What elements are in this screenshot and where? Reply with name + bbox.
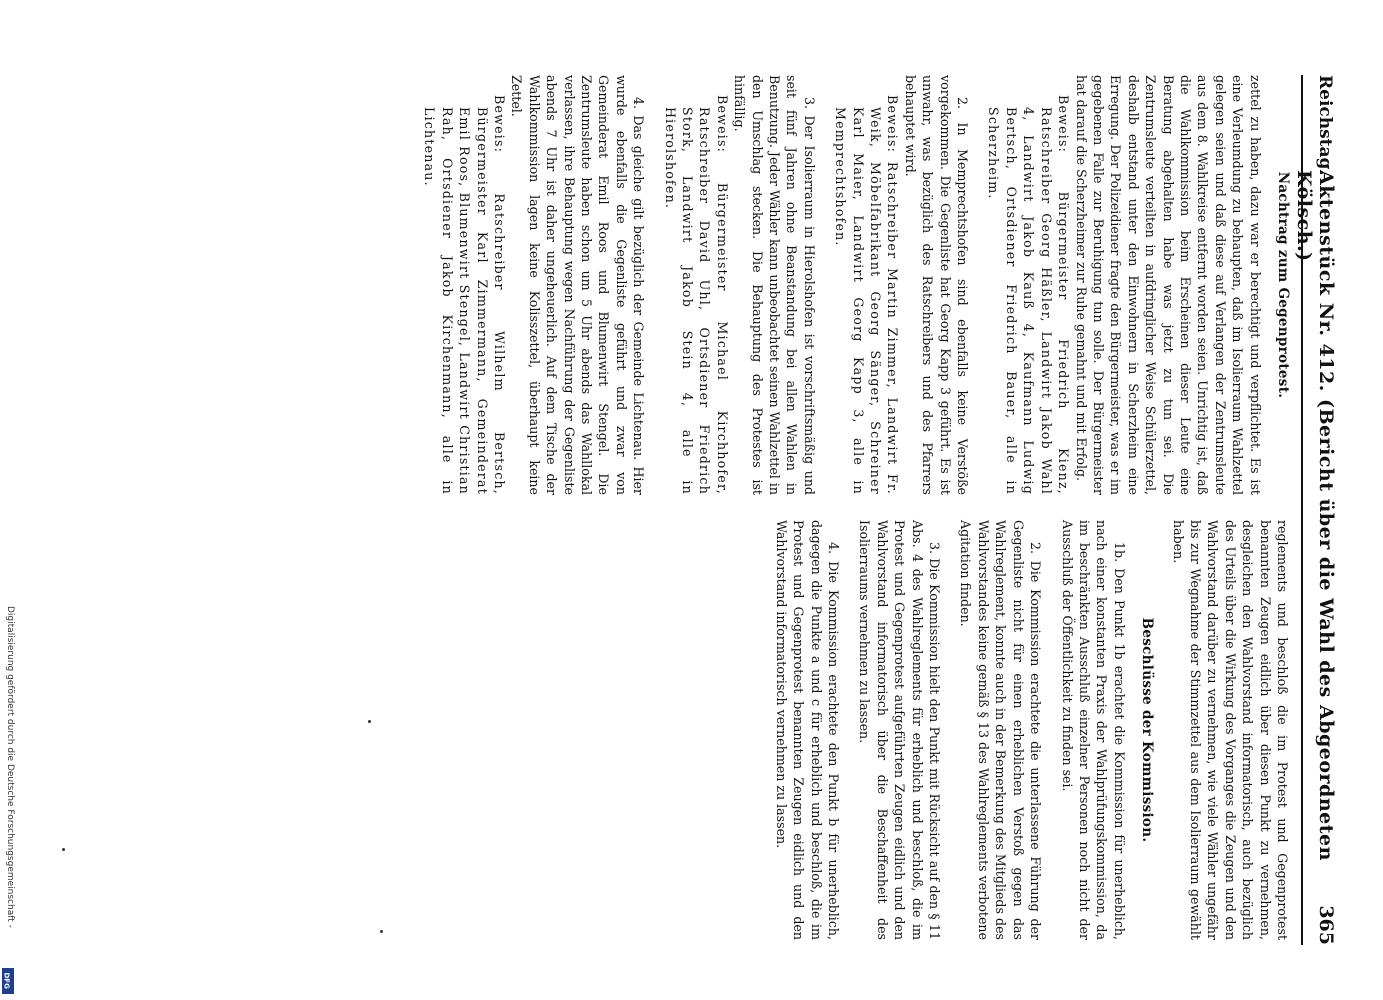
right-paragraph-continued: reglements und beschloß die im Protest und Gegenprotest benannten Zeugen eidlich über diesen Punkt zu vernehmen, desgleichen den Wahlvorstand informatorisch, auch bezüglich des Urteils über die Wirkung des Vorganges die Zeugen und den Wahlvorstand darüber zu vernehmen, wie viele Wähler ungefähr bis zur Wegnahme der Stimmzettel aus dem Isolierraum gewählt haben. — [1170, 520, 1290, 940]
evidence-1: Beweis: Bürgermeister Friedrich Kienz, Ratschreiber Georg Häßler, Landwirt Jakob Wahl 4, Landwirt Jakob Kauß 4, Kaufmann Ludwig Bertsch, Ortsdiener Friedrich Bauer, alle in Scherzheim. — [986, 95, 1072, 495]
dfg-logo-text: DFG — [2, 972, 11, 989]
digitization-credit — [4, 606, 16, 996]
header-reichstag: Reichstag. — [1315, 75, 1335, 176]
paragraph-2: 2. In Memprechtshofen sind ebenfalls keine Verstöße vorgekommen. Die Gegenliste hat Georg Kapp 3 geführt. Es ist unwahr, was bezüglich des Ratschreibers und des Pfarrers behauptet wird. — [902, 75, 971, 495]
dfg-logo — [2, 968, 14, 994]
resolution-1b: 1b. Den Punkt 1b erachtet die Kommission für unerheblich, nach einer konstanten Praxis der Wahlprüfungskommission, da im beschränkten Ausschluß einzelner Personen noch nicht der Ausschluß der Öffentlichkeit zu finden sei. — [1059, 520, 1127, 940]
left-column-title: Nachtrag zum Gegenprotest. — [1275, 171, 1291, 399]
evidence-4: Beweis: Ratschreiber Wilhelm Bertsch, Bürgermeister Karl Zimmermann, Gemeinderat Emil Roos, Blumenwirt Stengel, Landwirt Christian Rah, Ortsdiener Jakob Kirchenmann, alle in Lichtenau. — [422, 95, 507, 495]
resolution-2: 2. Die Kommission erachtete die unterlassene Führung der Gegenliste nicht für einen erheblichen Verstoß gegen das Wahlreglement, konnte auch in der Bemerkung des Mitglieds des Wahlvorstandes keine gemäß § 13 des Wahlreglements verbotene Agitation finden. — [958, 520, 1044, 940]
left-column — [421, 75, 1291, 495]
paragraph-1-continued: zettel zu haben, dazu war er berechtigt und verpflichtet. Es ist eine Verleumdung zu behaupten, daß im Isolierraum Wahlzettel gelegen seien und daß diese auf Verlangen der Zentrumsleute aus dem 8. Wahlkreise entfernt worden seien. Unrichtig ist, daß die Wahlkommission beim Erscheinen dieser Leute eine Beratung abgehalten habe was jetzt zu tun sei. Die Zentrumsleute verteilten in aufdringlicher Weise Schülerzettel, deshalb entstand unter den Einwohnern in Scherzheim eine Erregung. Der Polizeidiener fragte den Bürgermeister, was er im gegebenen Falle zur Beruhigung tun solle. Der Bürgermeister hat darauf die Scherzheimer zur Ruhe gemahnt und mit Erfolg. — [1073, 75, 1263, 495]
page-number: 365 — [1315, 905, 1337, 945]
credit-text: Digitalisierung gefördert durch die Deutsche Forschungsgemeinschaft - — [5, 606, 15, 928]
evidence-3: Beweis: Bürgermeister Michael Kirchhofer, Ratschreiber David Uhl, Ortsdiener Friedrich Stork, Landwirt Jakob Stein 4, alle in Hierolshofen. — [662, 95, 730, 495]
header-title: Aktenstück Nr. 412. (Bericht über die Wahl des Abgeordneten Kölsch.) — [1293, 170, 1337, 861]
resolution-3: 3. Die Kommission hielt den Punkt mit Rücksicht auf den § 11 Abs. 4 des Wahlreglements für erheblich und beschloß, die im Protest und Gegenprotest aufgeführten Zeugen eidlich und den Wahlvorstand informatorisch über die Beschaffenheit des Isolierraums vernehmen zu lassen. — [857, 520, 943, 940]
scan-speck — [368, 720, 371, 723]
page-header — [1293, 75, 1343, 945]
right-column-title: Beschlüsse der Kommission. — [1139, 617, 1156, 843]
scan-speck — [380, 930, 383, 933]
right-column — [772, 520, 1291, 940]
resolution-4: 4. Die Kommission erachtete den Punkt b für unerheblich, dagegen die Punkte a und c für erheblich und beschloß, die im Protest und Gegenprotest benannten Zeugen eidlich und den Wahlvorstand informatorisch vernehmen zu lassen. — [773, 520, 842, 940]
paragraph-4: 4. Das gleiche gilt bezüglich der Gemeinde Lichtenau. Hier wurde ebenfalls die Gegenliste geführt und zwar von Gemeinderat Emil Roos und Blumenwirt Stengel. Die Zentrumsleute haben schon um 5 Uhr abends das Wahllokal verlassen, ihre Behauptung wegen Nachführung der Gegenliste abends 7 Uhr ist daher ungeheuerlich. Auf dem Tische der Wahlkommission lagen keine Kolisszettel, überhaupt keine Zettel. — [509, 75, 647, 495]
paragraph-3: 3. Der Isolierraum in Hierolshofen ist vorschriftsmäßig und seit fünf Jahren ohne Beanstandung bei allen Wahlen in Benutzung. Jeder Wähler kann unbeobachtet seinen Wahlzettel in den Umschlag stecken. Die Behauptung des Protestes ist hinfällig. — [732, 75, 817, 495]
scan-speck — [62, 848, 65, 851]
evidence-2: Beweis: Ratschreiber Martin Zimmer, Landwirt Fr. Weik, Möbelfabrikant Georg Sänger, Schreiner Karl Maier, Landwirt Georg Kapp 3, alle in Memprechtshofen. — [833, 95, 901, 495]
